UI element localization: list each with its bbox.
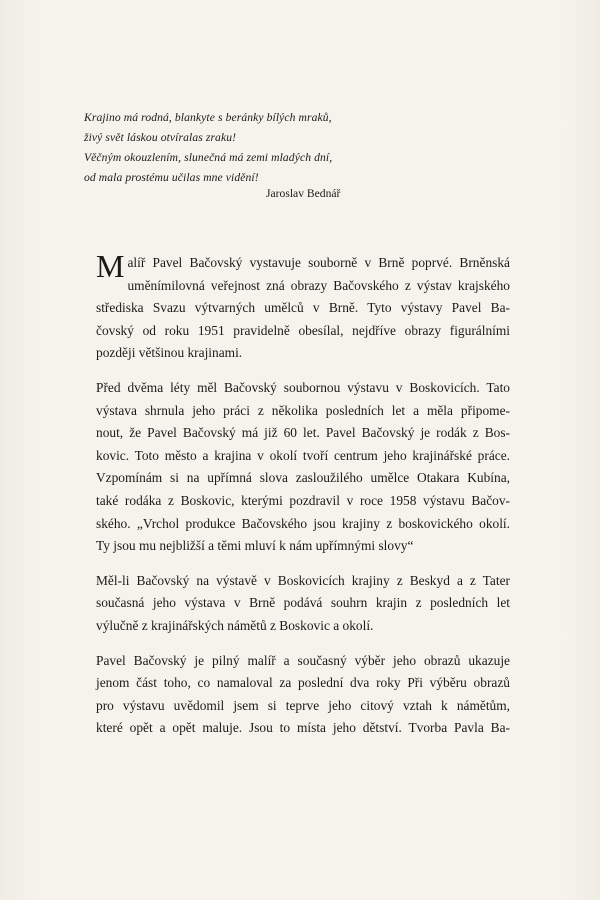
poem-line: od mala prostému učilas mne vidění!	[84, 171, 259, 184]
text-line: později většinou krajinami.	[96, 345, 243, 361]
poem-line: živý svět láskou otvíralas zraku!	[84, 131, 237, 144]
text-line: uměnímilovná veřejnost zná obrazy Bačovského z výstav krajského	[127, 277, 510, 293]
text-line: Vzpomínám si na upřímná slova zasloužilého umělce Otakara Kubína,	[96, 470, 510, 486]
text-line: výlučně z krajinářských námětů z Boskovic a okolí.	[96, 617, 374, 633]
text-line: nout, že Pavel Bačovský má již 60 let. Pavel Bačovský je rodák z Bos-	[96, 425, 510, 441]
poem-author: Jaroslav Bednář	[266, 187, 341, 200]
text-line: jenom část toho, co namaloval za poslední dva roky Při výběru obrazů	[96, 675, 510, 691]
poem-line: Krajino má rodná, blankyte s beránky bílých mraků,	[84, 111, 332, 124]
text-line: výstava shrnula jeho práci z několika posledních let a měla připome-	[96, 402, 510, 418]
text-line: pro výstavu uvědomil jsem si teprve jeho citový vztah k námětům,	[96, 697, 510, 713]
text-line: Měl-li Bačovský na výstavě v Boskovicích krajiny z Beskyd a z Tater	[96, 572, 510, 588]
text-line: také rodáka z Boskovic, kterými pozdravil v roce 1958 výstavu Bačov-	[96, 492, 510, 508]
text-line: střediska Svazu výtvarných umělců v Brně. Tyto výstavy Pavel Ba-	[96, 300, 510, 316]
article-body	[96, 248, 510, 752]
text-line: Pavel Bačovský je pilný malíř a současný výběr jeho obrazů ukazuje	[96, 652, 510, 668]
paragraph-4	[96, 650, 510, 740]
drop-cap: M	[96, 248, 125, 284]
poem-line: Věčným okouzlením, slunečná má zemi mladých dní,	[84, 151, 333, 164]
poem-epigraph	[84, 108, 364, 188]
text-line: současná jeho výstava v Brně podává souhrn krajin z posledních let	[96, 595, 510, 611]
text-line: alíř Pavel Bačovský vystavuje souborně v Brně poprvé. Brněnská	[127, 255, 510, 270]
text-line: Ty jsou mu nejbližší a těmi mluví k nám upřímnými slovy“	[96, 538, 414, 554]
text-line: ského. „Vrchol produkce Bačovského jsou krajiny z boskovického okolí.	[96, 515, 510, 531]
paragraph-1	[96, 248, 510, 365]
text-line: čovský od roku 1951 pravidelně obesílal, nejdříve obrazy figurálními	[96, 322, 510, 338]
text-line: které opět a opět maluje. Jsou to místa jeho dětství. Tvorba Pavla Ba-	[96, 720, 510, 736]
paragraph-3	[96, 570, 510, 638]
paragraph-2	[96, 377, 510, 558]
text-line: Před dvěma léty měl Bačovský soubornou výstavu v Boskovicích. Tato	[96, 379, 510, 395]
text-line: kovic. Toto město a krajina v okolí tvoří centrum jeho krajinářské práce.	[96, 447, 510, 463]
